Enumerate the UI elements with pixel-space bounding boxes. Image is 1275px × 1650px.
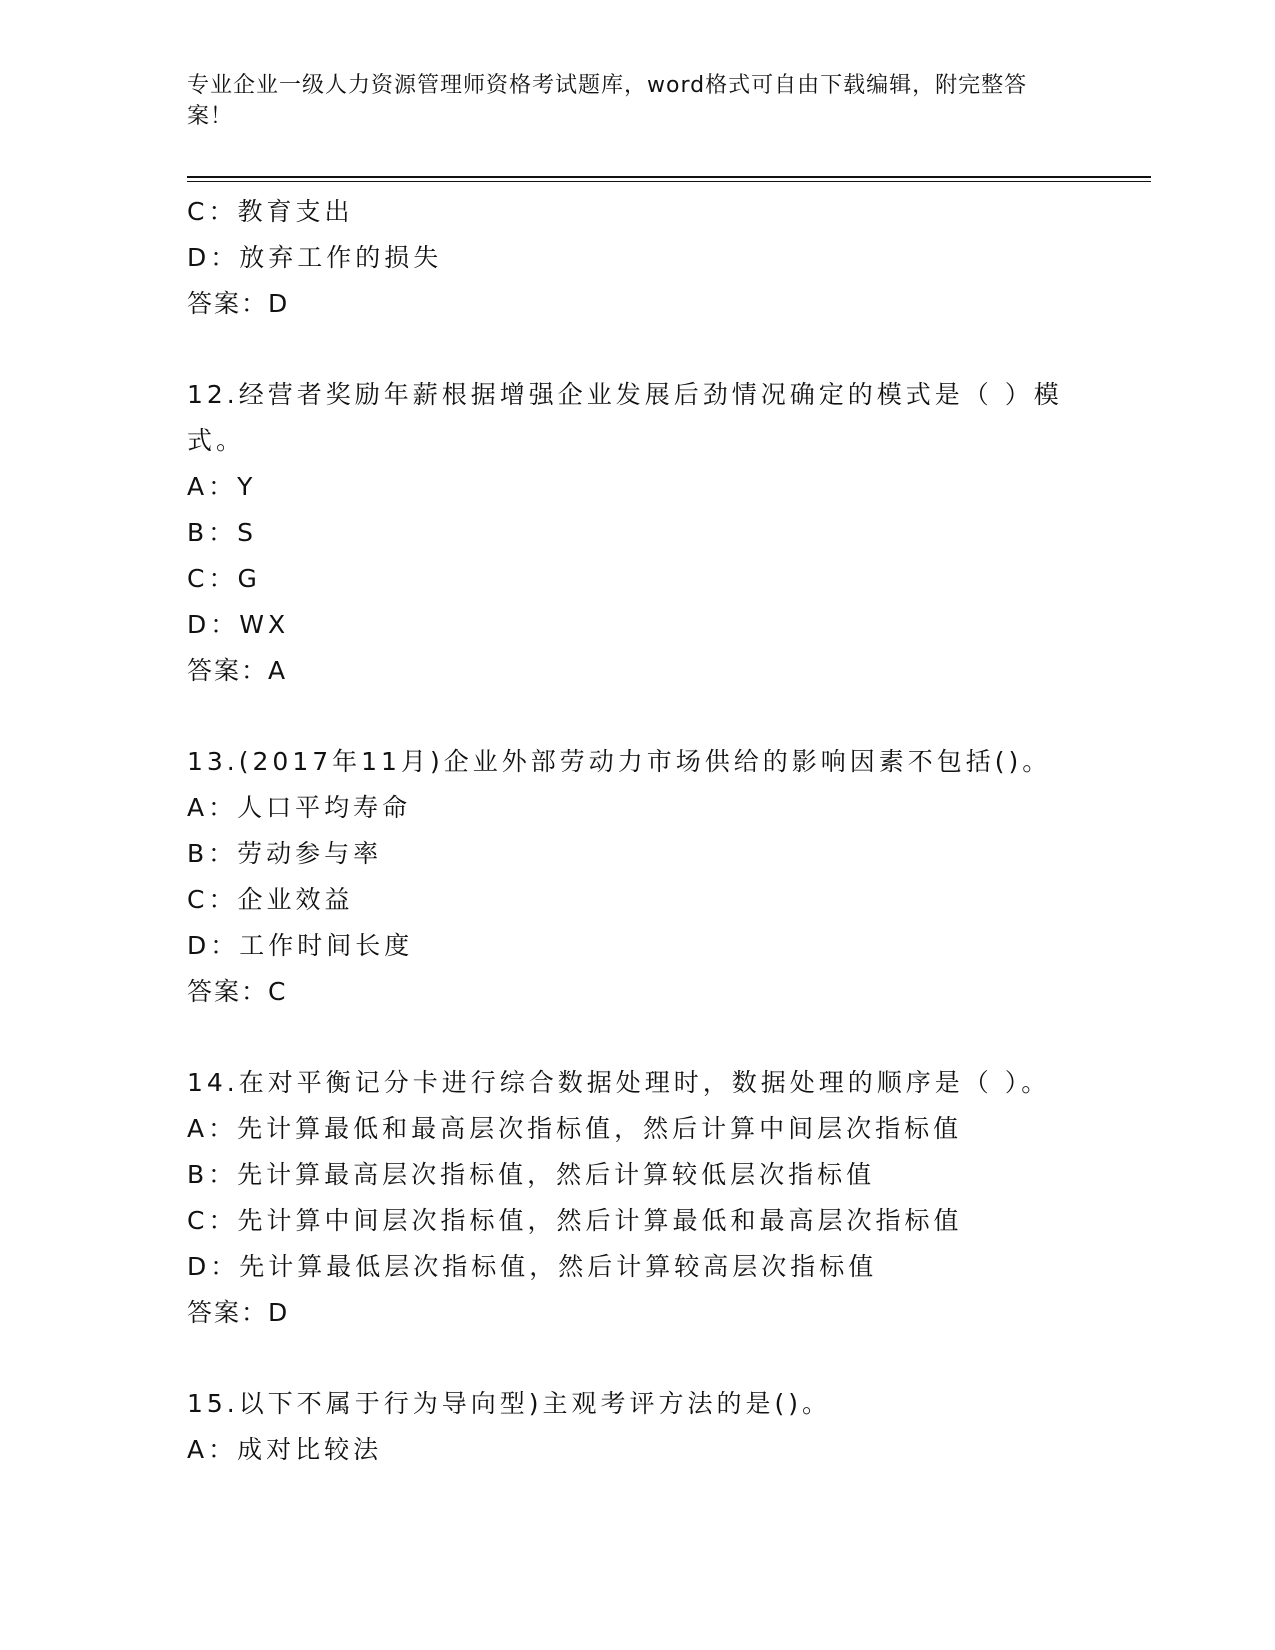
option-c: C：教育支出 — [187, 197, 354, 226]
question-stem: 12.经营者奖励年薪根据增强企业发展后劲情况确定的模式是（ ）模式。 — [187, 380, 1063, 455]
header-divider-thick — [187, 176, 1151, 178]
option-d: D：先计算最低层次指标值，然后计算较高层次指标值 — [187, 1252, 878, 1281]
answer-line: 答案：D — [187, 289, 290, 318]
option-c: C：企业效益 — [187, 885, 354, 914]
question-14 — [187, 1060, 1087, 1336]
option-a: A：成对比较法 — [187, 1435, 383, 1464]
header-divider-thin — [187, 181, 1151, 182]
option-a: A：人口平均寿命 — [187, 793, 412, 822]
option-b: B：劳动参与率 — [187, 839, 383, 868]
option-a: A：Y — [187, 472, 257, 501]
question-stem: 15.以下不属于行为导向型)主观考评方法的是()。 — [187, 1389, 832, 1418]
answer-line: 答案：C — [187, 977, 288, 1006]
document-header: 专业企业一级人力资源管理师资格考试题库，word格式可自由下载编辑，附完整答案！ — [187, 73, 1028, 129]
question-stem: 13.(2017年11月)企业外部劳动力市场供给的影响因素不包括()。 — [187, 747, 1052, 776]
option-b: B：先计算最高层次指标值，然后计算较低层次指标值 — [187, 1160, 876, 1189]
option-b: B：S — [187, 518, 258, 547]
answer-line: 答案：A — [187, 656, 288, 685]
option-d: D：WX — [187, 610, 290, 639]
option-a: A：先计算最低和最高层次指标值，然后计算中间层次指标值 — [187, 1114, 963, 1143]
question-stem: 14.在对平衡记分卡进行综合数据处理时，数据处理的顺序是（ ）。 — [187, 1068, 1051, 1097]
question-15 — [187, 1381, 1087, 1473]
option-d: D：放弃工作的损失 — [187, 243, 443, 272]
question-13 — [187, 739, 1087, 1015]
question-11-continued — [187, 189, 1087, 327]
answer-line: 答案：D — [187, 1298, 290, 1327]
option-c: C：先计算中间层次指标值，然后计算最低和最高层次指标值 — [187, 1206, 963, 1235]
option-d: D：工作时间长度 — [187, 931, 414, 960]
question-content — [187, 189, 1087, 1473]
question-12 — [187, 372, 1087, 694]
option-c: C：G — [187, 564, 261, 593]
